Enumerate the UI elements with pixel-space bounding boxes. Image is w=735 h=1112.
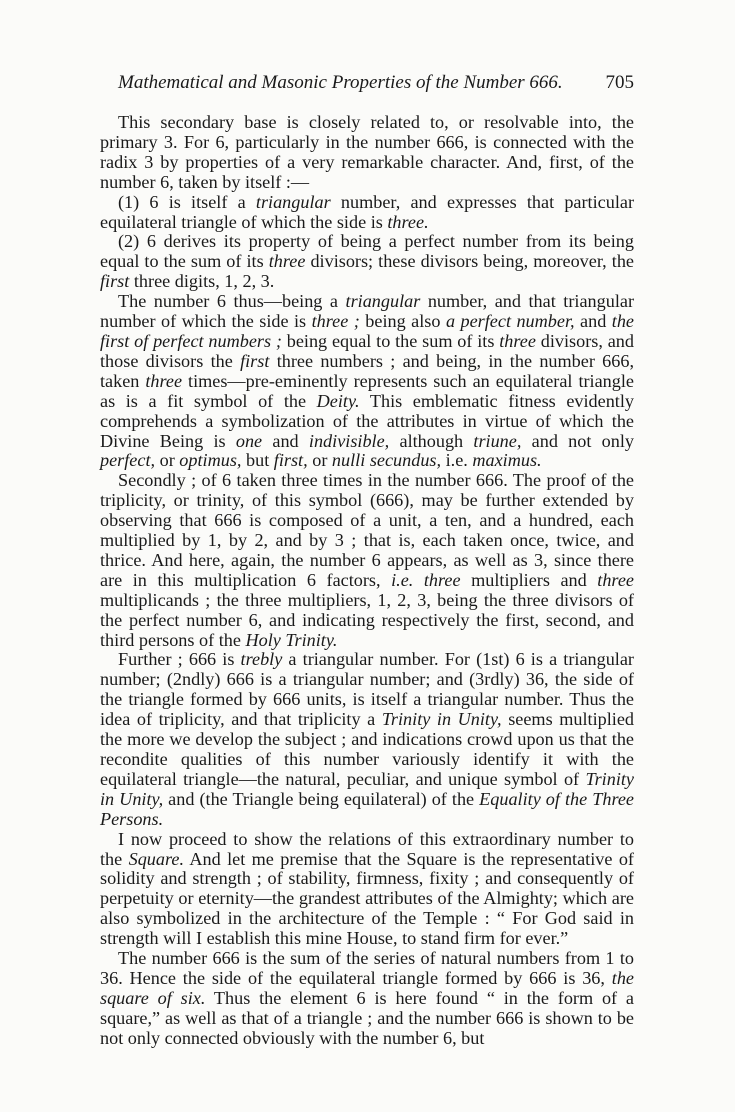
italic-run: three ; bbox=[311, 311, 360, 332]
paragraph bbox=[100, 292, 634, 471]
text-run: and not only bbox=[521, 430, 635, 451]
italic-run: three bbox=[499, 330, 536, 351]
text-run: and (the Triangle being equilateral) of the bbox=[163, 788, 480, 809]
text-run: divisors, and those divisors the bbox=[100, 330, 634, 371]
italic-run: optimus, bbox=[179, 450, 242, 471]
text-run: or bbox=[307, 450, 332, 471]
text-run: or bbox=[155, 450, 180, 471]
text-run: times—pre-eminently represents such an equilateral triangle as is a fit symbol of the bbox=[100, 370, 634, 411]
text-run: This secondary base is closely related to, or resolvable into, the primary 3. For 6, particularly in the number 666, is connected with the radix 3 by properties of a very remarkable character. And, first, of the number 6, taken by itself :— bbox=[100, 112, 634, 192]
text-run: and bbox=[574, 311, 612, 332]
text-run: And let me premise that the Square is the representative of solidity and strength ; of stability, firmness, fixity ; and consequently of perpetuity or eternity—the grandest attributes of the Almighty; which are also symbolized in the architecture of the Temple : “ For God said in strength will I establish this mine House, to stand firm for ever.” bbox=[100, 848, 634, 949]
running-title: Mathematical and Masonic Properties of the Number 666. bbox=[118, 72, 563, 93]
italic-run: the square of six. bbox=[100, 967, 634, 1008]
text-run: multiplicands ; the three multipliers, 1, 2, 3, being the three divisors of the perfect number 6, and indicating respectively the first, second, and third persons of the bbox=[100, 589, 634, 650]
italic-run: a perfect number, bbox=[445, 311, 575, 332]
page-number: 705 bbox=[605, 72, 634, 93]
italic-run: maximus. bbox=[472, 450, 542, 471]
italic-run: Square. bbox=[128, 848, 185, 869]
italic-run: three bbox=[597, 569, 634, 590]
paragraph bbox=[100, 113, 634, 193]
italic-run: first bbox=[100, 271, 130, 292]
italic-run: Trinity in Unity, bbox=[100, 768, 634, 809]
italic-run: first, bbox=[273, 450, 308, 471]
text-run: Further ; 666 is bbox=[118, 649, 241, 670]
italic-run: nulli secundus, bbox=[331, 450, 442, 471]
text-run: being also bbox=[359, 311, 446, 332]
italic-run: i.e. three bbox=[391, 569, 461, 590]
italic-run: first bbox=[240, 350, 270, 371]
text-run: number, and expresses that particular equilateral triangle of which the side is bbox=[100, 191, 635, 232]
italic-run: three bbox=[145, 370, 183, 391]
italic-run: Holy Trinity. bbox=[245, 629, 338, 650]
text-run: three digits, 1, 2, 3. bbox=[129, 271, 275, 292]
text-run: The number 6 thus—being a bbox=[118, 291, 346, 312]
text-run: being equal to the sum of its bbox=[281, 330, 500, 351]
text-run: Thus the element 6 is here found “ in the form of a square,” as well as that of a triangle ; and the number 666 is shown to be not only connected obviously with the number 6, but bbox=[100, 987, 635, 1048]
running-header bbox=[118, 72, 634, 102]
italic-run: the first of perfect numbers ; bbox=[100, 311, 634, 351]
text-run: I now proceed to show the relations of this extraordinary number to the bbox=[100, 828, 634, 869]
paragraph bbox=[100, 949, 634, 1049]
text-run: Secondly ; of 6 taken three times in the number 666. The proof of the triplicity, or trinity, of this symbol (666), may be further extended by observing that 666 is composed of a unit, a ten, and a hundred, each multiplied by 1, by 2, and by 3 ; that is, each taken once, twice, and thrice. And here, again, the number 6 appears, as well as 3, since there are in this multiplication 6 factors, bbox=[100, 470, 634, 590]
paragraph bbox=[100, 232, 634, 292]
italic-run: perfect, bbox=[100, 450, 156, 471]
text-run: i.e. bbox=[441, 450, 473, 471]
text-run: The number 666 is the sum of the series of natural numbers from 1 to 36. Hence the side of the equilateral triangle formed by 666 is 36, bbox=[100, 948, 634, 988]
paragraph bbox=[100, 471, 634, 650]
italic-run: Equality of the Three Persons. bbox=[100, 788, 634, 829]
paragraph bbox=[100, 650, 634, 829]
italic-run: trebly bbox=[240, 649, 283, 670]
text-run: divisors; these divisors being, moreover, the bbox=[305, 251, 634, 272]
text-run: (2) 6 derives its property of being a perfect number from its being equal to the sum of its bbox=[100, 231, 634, 272]
text-run: a triangular number. For (1st) 6 is a triangular number; (2ndly) 666 is a triangular number; and (3rdly) 36, the side of the triangle formed by 666 units, is itself a triangular number. Thus the idea of triplicity, and that triplicity a bbox=[100, 649, 634, 730]
italic-run: triangular bbox=[255, 191, 331, 212]
text-run: although bbox=[389, 430, 474, 451]
text-run: number, and that triangular number of which the side is bbox=[100, 291, 634, 332]
italic-run: indivisible, bbox=[308, 430, 390, 451]
italic-run: one bbox=[235, 430, 263, 451]
text-run: but bbox=[241, 450, 274, 471]
paragraph bbox=[100, 193, 634, 233]
text-run: multipliers and bbox=[460, 569, 598, 590]
italic-run: Deity. bbox=[316, 390, 360, 411]
paragraph bbox=[100, 830, 634, 949]
italic-run: three. bbox=[387, 211, 429, 232]
italic-run: three bbox=[268, 251, 306, 272]
body-text bbox=[100, 113, 634, 1049]
text-run: This emblematic fitness evidently comprehends a symbolization of the attributes in virtue of which the Divine Being is bbox=[100, 390, 634, 451]
text-run: three numbers ; and being, in the number 666, taken bbox=[100, 350, 634, 391]
italic-run: Trinity in Unity, bbox=[381, 709, 502, 730]
text-run: (1) 6 is itself a bbox=[118, 191, 256, 212]
italic-run: triune, bbox=[473, 430, 522, 451]
text-run: and bbox=[262, 430, 309, 451]
italic-run: triangular bbox=[345, 291, 421, 312]
text-run: seems multiplied the more we develop the subject ; and indications crowd upon us that the recondite qualities of this number variously identify it with the equilateral triangle—the natural, peculiar, and unique symbol of bbox=[100, 709, 634, 789]
